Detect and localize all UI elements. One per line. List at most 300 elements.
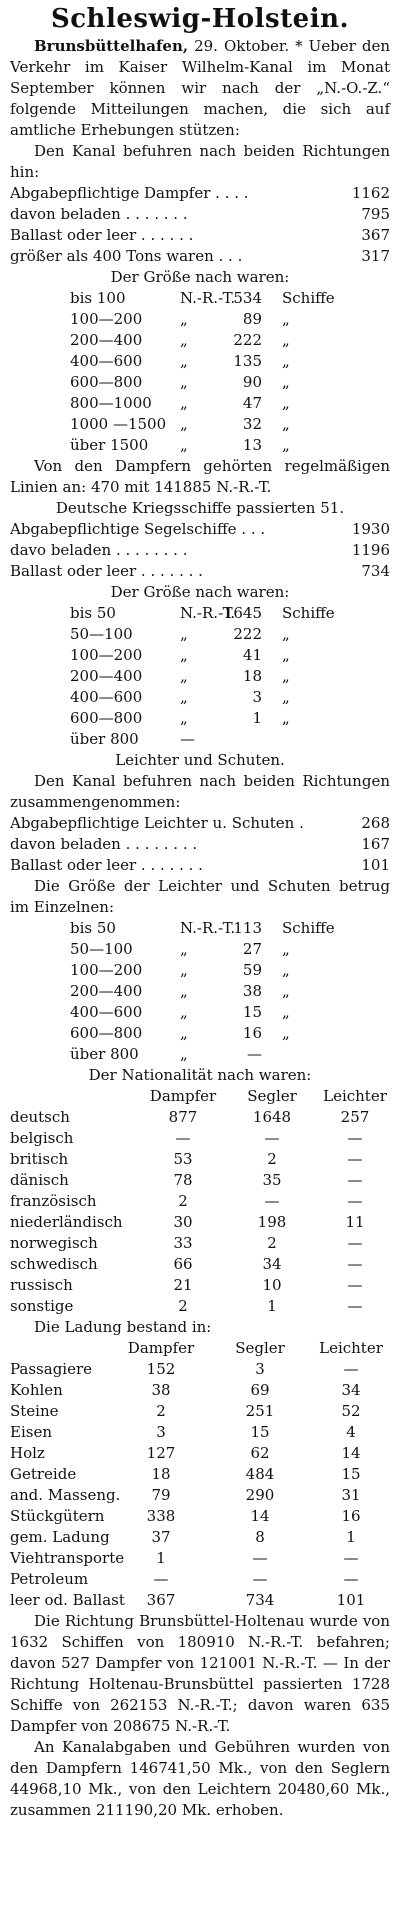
size-count: 38 [242,982,262,1000]
value-leichter: 34 [341,1381,361,1399]
table-row [10,1401,390,1422]
value-segler: 34 [262,1255,282,1273]
size-spacer [10,666,70,687]
row-label: davon beladen . . . . . . . [10,205,188,223]
table-row [10,1548,390,1569]
value-segler: 290 [245,1486,275,1504]
size-label: „ [282,940,290,958]
size-spacer [262,729,282,750]
row-label: norwegisch [10,1234,98,1252]
size-count: 1645 [223,604,262,622]
size-spacer [262,372,282,393]
s3-table [10,813,390,876]
row-label: davon beladen . . . . . . . . [10,835,198,853]
row-label: Viehtransporte [10,1549,125,1567]
dateline-date: 29. Oktober. [194,37,290,55]
size-count: 27 [242,940,262,958]
size-count: 59 [242,961,262,979]
size-row [10,687,390,708]
row-label: Ballast oder leer . . . . . . [10,226,194,244]
size-row [10,1002,390,1023]
size-spacer [10,708,70,729]
row-value: 317 [361,247,390,265]
size-label: „ [282,646,290,664]
table-row [10,1590,390,1611]
size-unit-or-ditto: „ [180,982,188,1000]
size-range: 600—800 [70,709,143,727]
value-segler: 62 [250,1444,270,1462]
value-dampfer: 2 [178,1192,188,1210]
cargo-header-row [10,1338,390,1359]
size-unit-or-ditto: „ [180,940,188,958]
size-row [10,624,390,645]
size-spacer [10,1002,70,1023]
row-label: Abgabepflichtige Dampfer . . . . [10,184,249,202]
nationality-col-leichter: Leichter [323,1087,387,1105]
size-spacer [262,939,282,960]
dateline-place: Brunsbüttelhafen, [34,37,189,55]
row-value: 1162 [351,184,390,202]
row-label: schwedisch [10,1255,98,1273]
row-label: sonstige [10,1297,74,1315]
row-value: 367 [361,226,390,244]
closing-fees-paragraph: An Kanalabgaben und Gebühren wurden von den Dampfern 146741,50 Mk., von den Seglern 44968,10 Mk., von den Leichtern 20480,60 Mk., zusammen 211190,20 Mk. erhoben. [10,1738,390,1819]
value-segler: — [252,1570,268,1588]
value-dampfer: — [153,1570,169,1588]
s1-table [10,183,390,267]
size-range: über 800 [70,1045,139,1063]
value-dampfer: 2 [156,1402,166,1420]
row-value: 795 [361,205,390,223]
size-unit-or-ditto: N.-R.-T. [180,919,236,937]
size-spacer [262,603,282,624]
s3-heading: Leichter und Schuten. [115,751,285,769]
table-row [10,540,390,561]
size-label: „ [282,982,290,1000]
size-spacer [10,918,70,939]
size-count: 90 [242,373,262,391]
table-row [10,225,390,246]
size-unit-or-ditto: „ [180,646,188,664]
size-unit-or-ditto: „ [180,1024,188,1042]
table-row [10,1296,390,1317]
size-range: 100—200 [70,310,143,328]
value-segler: 35 [262,1171,282,1189]
value-leichter: — [347,1129,363,1147]
value-segler: 1648 [252,1108,292,1126]
table-row [10,183,390,204]
size-spacer [10,603,70,624]
row-value: 167 [361,835,390,853]
size-label: „ [282,625,290,643]
size-spacer [262,1023,282,1044]
size-count: 16 [242,1024,262,1042]
value-leichter: 16 [341,1507,361,1525]
size-count: 1 [252,709,262,727]
s1-size-table [10,288,390,456]
row-label: Steine [10,1402,59,1420]
size-spacer [262,708,282,729]
value-dampfer: 3 [156,1423,166,1441]
cargo-header-blank [10,1338,114,1359]
size-range: 200—400 [70,667,143,685]
s1-navy-line: Deutsche Kriegsschiffe passierten 51. [55,499,345,517]
s1-heading: Den Kanal befuhren nach beiden Richtungen hin: [10,142,390,181]
value-segler: 10 [262,1276,282,1294]
value-segler: 3 [255,1360,265,1378]
size-spacer [262,624,282,645]
size-label: Schiffe [282,604,335,622]
value-leichter: — [347,1192,363,1210]
size-unit-or-ditto: „ [180,709,188,727]
row-label: davo beladen . . . . . . . . [10,541,188,559]
size-range: 400—600 [70,1003,143,1021]
size-row [10,1044,390,1065]
size-row [10,603,390,624]
row-value: 734 [361,562,390,580]
value-dampfer: — [175,1129,191,1147]
s1-lines-paragraph: Von den Dampfern gehörten regelmäßigen Linien an: 470 mit 141885 N.-R.-T. [10,457,390,496]
size-label: „ [282,961,290,979]
row-label: gem. Ladung [10,1528,110,1546]
row-label: größer als 400 Tons waren . . . [10,247,243,265]
value-dampfer: 53 [173,1150,193,1168]
size-spacer [10,960,70,981]
size-range: 200—400 [70,331,143,349]
intro-paragraph [10,36,390,141]
value-leichter: 31 [341,1486,361,1504]
size-row [10,939,390,960]
size-count: 113 [233,919,262,937]
row-label: Petroleum [10,1570,89,1588]
value-segler: 198 [257,1213,287,1231]
size-unit-or-ditto: „ [180,436,188,454]
size-spacer [262,288,282,309]
nationality-table [10,1107,390,1317]
cargo-heading: Die Ladung bestand in: [34,1318,212,1336]
size-row [10,288,390,309]
value-segler: — [264,1192,280,1210]
value-dampfer: 33 [173,1234,193,1252]
size-unit-or-ditto: „ [180,625,188,643]
nationality-heading: Der Nationalität nach waren: [88,1066,312,1084]
size-unit-or-ditto: „ [180,415,188,433]
table-row [10,1359,390,1380]
size-label: „ [282,352,290,370]
value-segler: 8 [255,1528,265,1546]
s2-size-heading: Der Größe nach waren: [110,583,290,601]
row-label: Stückgütern [10,1507,105,1525]
value-dampfer: 2 [178,1297,188,1315]
row-label: belgisch [10,1129,74,1147]
value-leichter: — [347,1297,363,1315]
size-unit-or-ditto: — [180,730,195,748]
size-spacer [10,1044,70,1065]
size-count: 222 [233,331,262,349]
value-segler: 2 [267,1150,277,1168]
size-spacer [10,414,70,435]
table-row [10,1170,390,1191]
article-title: Schleswig-Holstein. [50,4,350,34]
value-segler: 251 [245,1402,275,1420]
table-row [10,1233,390,1254]
size-spacer [262,960,282,981]
size-spacer [262,351,282,372]
value-dampfer: 21 [173,1276,193,1294]
size-spacer [262,393,282,414]
size-label: „ [282,415,290,433]
value-leichter: — [347,1255,363,1273]
size-range: 400—600 [70,352,143,370]
size-unit-or-ditto: „ [180,688,188,706]
size-label [282,729,342,750]
size-range: 800—1000 [70,394,152,412]
s3-intro: Den Kanal befuhren nach beiden Richtungen zusammengenommen: [10,772,390,811]
value-dampfer: 18 [151,1465,171,1483]
size-unit-or-ditto: N.-R.-T. [180,604,236,622]
table-row [10,1191,390,1212]
table-row [10,1506,390,1527]
size-range: 50—100 [70,940,133,958]
size-range: 600—800 [70,1024,143,1042]
row-label: russisch [10,1276,73,1294]
size-spacer [262,435,282,456]
value-segler: 69 [250,1381,270,1399]
size-unit-or-ditto: „ [180,1045,188,1063]
size-spacer [262,309,282,330]
size-label: „ [282,394,290,412]
size-spacer [262,1044,282,1065]
size-unit-or-ditto: „ [180,667,188,685]
size-unit-or-ditto: „ [180,373,188,391]
table-row [10,246,390,267]
row-label: Ballast oder leer . . . . . . . [10,856,203,874]
table-row [10,1128,390,1149]
value-leichter: 101 [336,1591,366,1609]
row-value: 1196 [351,541,390,559]
value-dampfer: 79 [151,1486,171,1504]
row-label: Abgabepflichtige Leichter u. Schuten . [10,814,304,832]
size-spacer [262,1002,282,1023]
nationality-col-dampfer: Dampfer [149,1087,217,1105]
s2-table [10,519,390,582]
value-segler: 2 [267,1234,277,1252]
size-spacer [262,918,282,939]
size-label: „ [282,436,290,454]
size-spacer [262,687,282,708]
size-count [202,729,262,750]
value-leichter: 15 [341,1465,361,1483]
size-row [10,393,390,414]
s1-size-heading: Der Größe nach waren: [110,268,290,286]
value-dampfer: 78 [173,1171,193,1189]
size-label: „ [282,373,290,391]
size-label: „ [282,310,290,328]
table-row [10,1569,390,1590]
value-segler: — [252,1549,268,1567]
size-range: bis 50 [70,604,116,622]
row-label: Ballast oder leer . . . . . . . [10,562,203,580]
s3-size-heading: Die Größe der Leichter und Schuten betrug im Einzelnen: [10,877,390,916]
size-range: 100—200 [70,961,143,979]
size-row [10,414,390,435]
size-label: „ [282,1024,290,1042]
size-count: 18 [242,667,262,685]
cargo-col-segler: Segler [235,1339,285,1357]
value-dampfer: 38 [151,1381,171,1399]
closing-direction-paragraph: Die Richtung Brunsbüttel-Holtenau wurde von 1632 Schiffen von 180910 N.-R.-T. befahren; davon 527 Dampfer von 121001 N.-R.-T. — In der Richtung Holtenau-Brunsbüttel passierten 1728 Schiffe von 262153 N.-R.-T.; davon waren 635 Dampfer von 208675 N.-R.-T. [10,1612,390,1735]
size-count: 47 [242,394,262,412]
row-label: Getreide [10,1465,77,1483]
size-count: 41 [242,646,262,664]
size-spacer [10,372,70,393]
table-row [10,519,390,540]
size-count: 13 [242,436,262,454]
value-dampfer: 367 [146,1591,176,1609]
cargo-col-leichter: Leichter [319,1339,383,1357]
size-unit-or-ditto: „ [180,310,188,328]
nationality-col-segler: Segler [247,1087,297,1105]
size-count: 135 [233,352,262,370]
size-spacer [10,939,70,960]
table-row [10,1149,390,1170]
value-leichter: 52 [341,1402,361,1420]
table-row [10,1527,390,1548]
size-count: 222 [233,625,262,643]
size-label [282,1044,342,1065]
size-range: 200—400 [70,982,143,1000]
intro-text: * Ueber den Verkehr im Kaiser Wilhelm-Kanal im Monat September können wir nach der „N.-O.-Z.“ folgende Mitteilungen machen, die sich auf amtliche Erhebungen stützen: [10,37,390,139]
size-row [10,729,390,750]
article [10,0,390,1821]
size-spacer [262,645,282,666]
table-row [10,561,390,582]
table-row [10,1485,390,1506]
size-range: 600—800 [70,373,143,391]
size-range: 100—200 [70,646,143,664]
size-spacer [262,981,282,1002]
size-count: 15 [242,1003,262,1021]
size-spacer [10,435,70,456]
row-label: britisch [10,1150,69,1168]
table-row [10,1380,390,1401]
size-label: „ [282,331,290,349]
row-label: Kohlen [10,1381,63,1399]
cargo-table [10,1359,390,1611]
value-leichter: — [343,1549,359,1567]
value-leichter: — [347,1234,363,1252]
value-leichter: 11 [345,1213,365,1231]
size-row [10,666,390,687]
value-leichter: — [343,1570,359,1588]
cargo-col-dampfer: Dampfer [127,1339,195,1357]
value-leichter: — [347,1171,363,1189]
value-leichter: 4 [346,1423,356,1441]
value-leichter: — [347,1276,363,1294]
size-unit-or-ditto: „ [180,331,188,349]
size-label: „ [282,1003,290,1021]
size-row [10,981,390,1002]
size-count: 534 [233,289,262,307]
value-segler: 734 [245,1591,275,1609]
value-dampfer: 1 [156,1549,166,1567]
row-value: 1930 [351,520,390,538]
row-label: niederländisch [10,1213,123,1231]
nationality-header-row [10,1086,390,1107]
size-range: bis 100 [70,289,126,307]
value-segler: 1 [267,1297,277,1315]
size-spacer [262,330,282,351]
size-label: „ [282,688,290,706]
size-spacer [262,414,282,435]
row-label: Abgabepflichtige Segelschiffe . . . [10,520,266,538]
row-label: and. Masseng. [10,1486,121,1504]
table-row [10,1422,390,1443]
size-unit-or-ditto: „ [180,394,188,412]
table-row [10,813,390,834]
size-spacer [10,309,70,330]
table-row [10,1254,390,1275]
value-segler: 484 [245,1465,275,1483]
size-spacer [10,288,70,309]
size-label: „ [282,709,290,727]
size-spacer [10,1023,70,1044]
row-label: Passagiere [10,1360,93,1378]
value-dampfer: 30 [173,1213,193,1231]
size-range: 50—100 [70,625,133,643]
value-segler: 14 [250,1507,270,1525]
row-label: französisch [10,1192,97,1210]
size-unit-or-ditto: „ [180,1003,188,1021]
table-row [10,204,390,225]
row-label: deutsch [10,1108,70,1126]
value-segler: — [264,1129,280,1147]
row-label: Eisen [10,1423,52,1441]
row-label: dänisch [10,1171,69,1189]
row-label: leer od. Ballast [10,1591,125,1609]
value-dampfer: 338 [146,1507,176,1525]
table-row [10,1212,390,1233]
size-unit-or-ditto: „ [180,961,188,979]
size-row [10,309,390,330]
size-spacer [10,645,70,666]
size-range: über 1500 [70,436,149,454]
size-spacer [10,330,70,351]
size-count: 32 [242,415,262,433]
size-spacer [10,687,70,708]
size-unit-or-ditto: N.-R.-T. [180,289,236,307]
size-row [10,435,390,456]
table-row [10,1464,390,1485]
table-row [10,834,390,855]
value-segler: 15 [250,1423,270,1441]
value-dampfer: 127 [146,1444,176,1462]
row-label: Holz [10,1444,45,1462]
value-dampfer: 66 [173,1255,193,1273]
s3-size-table [10,918,390,1065]
size-row [10,372,390,393]
size-row [10,708,390,729]
size-range: bis 50 [70,919,116,937]
value-leichter: — [343,1360,359,1378]
size-range: 400—600 [70,688,143,706]
value-dampfer: 877 [168,1108,198,1126]
s2-size-table [10,603,390,750]
size-range: über 800 [70,730,139,748]
size-label: Schiffe [282,289,335,307]
row-value: 268 [361,814,390,832]
size-count: 3 [252,688,262,706]
